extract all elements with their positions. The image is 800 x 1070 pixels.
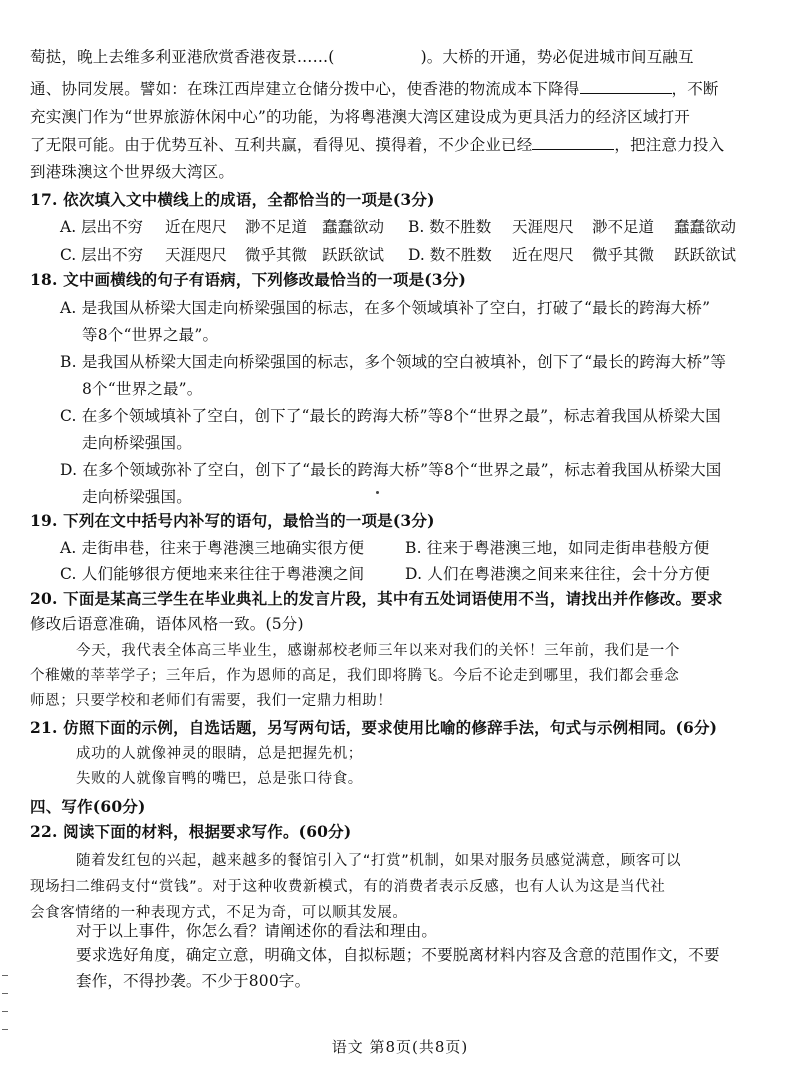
scan-edge-mark bbox=[2, 975, 8, 976]
q17-option-b-1: B. 数不胜数 bbox=[408, 218, 492, 236]
q22-requirement-line-1: 对于以上事件，你怎么看？请阐述你的看法和理由。 bbox=[76, 922, 438, 940]
page-footer: 语文 第8页(共8页) bbox=[331, 1038, 469, 1056]
q17-option-b-2: 天涯咫尺 bbox=[512, 218, 575, 236]
passage-line-2 bbox=[30, 79, 719, 99]
q20-stem-line-1: 20. 下面是某高三学生在毕业典礼上的发言片段，其中有五处词语使用不当，请找出并作修改。要求 bbox=[30, 589, 723, 608]
q18-option-c-line-2: 走向桥梁强国。 bbox=[82, 434, 192, 452]
passage-line-2-b: ，不断 bbox=[671, 80, 719, 98]
q22-material-line-1: 随着发红包的兴起，越来越多的餐馆引入了“打赏”机制，如果对服务员感觉满意，顾客可以 bbox=[76, 853, 682, 869]
scan-speck bbox=[376, 491, 379, 494]
q19-option-b: B. 往来于粤港澳三地，如同走街串巷般方便 bbox=[405, 539, 710, 557]
q17-option-a-2: 近在咫尺 bbox=[165, 218, 228, 236]
q18-option-a-line-1: A. 是我国从桥梁大国走向桥梁强国的标志，在多个领域填补了空白，打破了“最长的跨海大桥” bbox=[60, 299, 711, 317]
q17-option-a-4: 蠢蠢欲动 bbox=[322, 218, 385, 236]
q20-stem-line-2: 修改后语意准确，语体风格一致。(5分) bbox=[30, 615, 304, 633]
q17-option-c-3: 微乎其微 bbox=[245, 246, 308, 264]
section-4-heading: 四、写作(60分) bbox=[30, 797, 146, 816]
passage-line-1-a: 萄挞，晚上去维多利亚港欣赏香港夜景……( bbox=[30, 48, 335, 66]
passage-line-5-a: 到港珠澳这个世界级大湾区。 bbox=[30, 163, 235, 181]
scan-edge-mark bbox=[2, 1011, 8, 1012]
q21-example-1: 成功的人就像神灵的眼睛，总是把握先机； bbox=[76, 746, 363, 762]
q20-passage-line-1: 今天，我代表全体高三毕业生，感谢郝校老师三年以来对我们的关怀！三年前，我们是一个 bbox=[76, 643, 680, 659]
q17-option-b-3: 渺不足道 bbox=[592, 218, 655, 236]
passage-line-1-b: )。大桥的开通，势必促进城市间互融互 bbox=[420, 48, 694, 66]
passage-line-5 bbox=[30, 162, 234, 182]
passage-line-2-a: 通、协同发展。譬如：在珠江西岸建立仓储分拨中心，使香港的物流成本下降得 bbox=[30, 80, 580, 98]
q17-option-c-1: C. 层出不穷 bbox=[60, 246, 144, 264]
q17-option-a-1: A. 层出不穷 bbox=[60, 218, 144, 236]
passage-line-3-a: 充实澳门作为“世界旅游休闲中心”的功能，为将粤港澳大湾区建设成为更具活力的经济区域打开 bbox=[30, 108, 690, 126]
q19-option-a: A. 走街串巷，往来于粤港澳三地确实很方便 bbox=[60, 539, 365, 557]
passage-line-1 bbox=[30, 47, 694, 67]
q21-stem: 21. 仿照下面的示例，自选话题，另写两句话，要求使用比喻的修辞手法，句式与示例相同。(6分) bbox=[30, 718, 718, 737]
q19-stem: 19. 下列在文中括号内补写的语句，最恰当的一项是(3分) bbox=[30, 511, 435, 530]
q17-option-d-1: D. 数不胜数 bbox=[408, 246, 492, 264]
q17-option-d-4: 跃跃欲试 bbox=[674, 246, 737, 264]
q18-option-d-line-2: 走向桥梁强国。 bbox=[82, 488, 192, 506]
q18-option-c-line-1: C. 在多个领域填补了空白，创下了“最长的跨海大桥”等8个“世界之最”，标志着我国从桥梁大国 bbox=[60, 407, 721, 425]
q17-option-c-4: 跃跃欲试 bbox=[322, 246, 385, 264]
q17-option-d-2: 近在咫尺 bbox=[512, 246, 575, 264]
q20-passage-line-2: 个稚嫩的莘莘学子；三年后，作为恩师的高足，我们即将腾飞。今后不论走到哪里，我们都会垂念 bbox=[30, 668, 680, 684]
q21-example-2: 失败的人就像盲鸭的嘴巴，总是张口待食。 bbox=[76, 771, 363, 787]
q18-option-b-line-1: B. 是我国从桥梁大国走向桥梁强国的标志，多个领域的空白被填补，创下了“最长的跨海大桥”等 bbox=[60, 353, 727, 371]
q22-stem: 22. 阅读下面的材料，根据要求写作。(60分) bbox=[30, 822, 352, 841]
q17-stem: 17. 依次填入文中横线上的成语，全都恰当的一项是(3分) bbox=[30, 190, 435, 209]
q22-requirement-line-2: 要求选好角度，确定立意，明确文体，自拟标题；不要脱离材料内容及含意的范围作文，不要 bbox=[76, 946, 720, 964]
passage-line-4-a: 了无限可能。由于优势互补、互利共赢，看得见、摸得着，不少企业已经 bbox=[30, 136, 533, 154]
scan-edge-mark bbox=[2, 993, 8, 994]
q17-option-b-4: 蠢蠢欲动 bbox=[674, 218, 737, 236]
idiom-blank-2 bbox=[580, 79, 672, 94]
q20-passage-line-3: 师恩；只要学校和老师们有需要，我们一定鼎力相助！ bbox=[30, 693, 393, 709]
q22-material-line-2: 现场扫二维码支付“赏钱”。对于这种收费新模式，有的消费者表示反感，也有人认为这是当代社 bbox=[30, 879, 666, 895]
q17-option-c-2: 天涯咫尺 bbox=[165, 246, 228, 264]
q19-option-d: D. 人们在粤港澳之间来来往往，会十分方便 bbox=[405, 565, 710, 583]
passage-line-4 bbox=[30, 135, 724, 155]
idiom-blank-4 bbox=[532, 135, 614, 150]
scan-edge-mark bbox=[2, 1029, 8, 1030]
q18-option-a-line-2: 等8个“世界之最”。 bbox=[82, 326, 219, 344]
q17-option-a-3: 渺不足道 bbox=[245, 218, 308, 236]
q18-option-b-line-2: 8个“世界之最”。 bbox=[82, 380, 203, 398]
q18-stem: 18. 文中画横线的句子有语病，下列修改最恰当的一项是(3分) bbox=[30, 270, 467, 289]
q22-requirement-line-3: 套作，不得抄袭。不少于800字。 bbox=[76, 972, 311, 990]
passage-line-4-b: ，把注意力投入 bbox=[614, 136, 725, 154]
passage-line-3 bbox=[30, 107, 690, 127]
q19-option-c: C. 人们能够很方便地来来往往于粤港澳之间 bbox=[60, 565, 365, 583]
q17-option-d-3: 微乎其微 bbox=[592, 246, 655, 264]
q22-material-line-3: 会食客情绪的一种表现方式，不足为奇，可以顺其发展。 bbox=[30, 905, 408, 921]
q18-option-d-line-1: D. 在多个领域弥补了空白，创下了“最长的跨海大桥”等8个“世界之最”，标志着我国从桥梁大国 bbox=[60, 461, 722, 479]
